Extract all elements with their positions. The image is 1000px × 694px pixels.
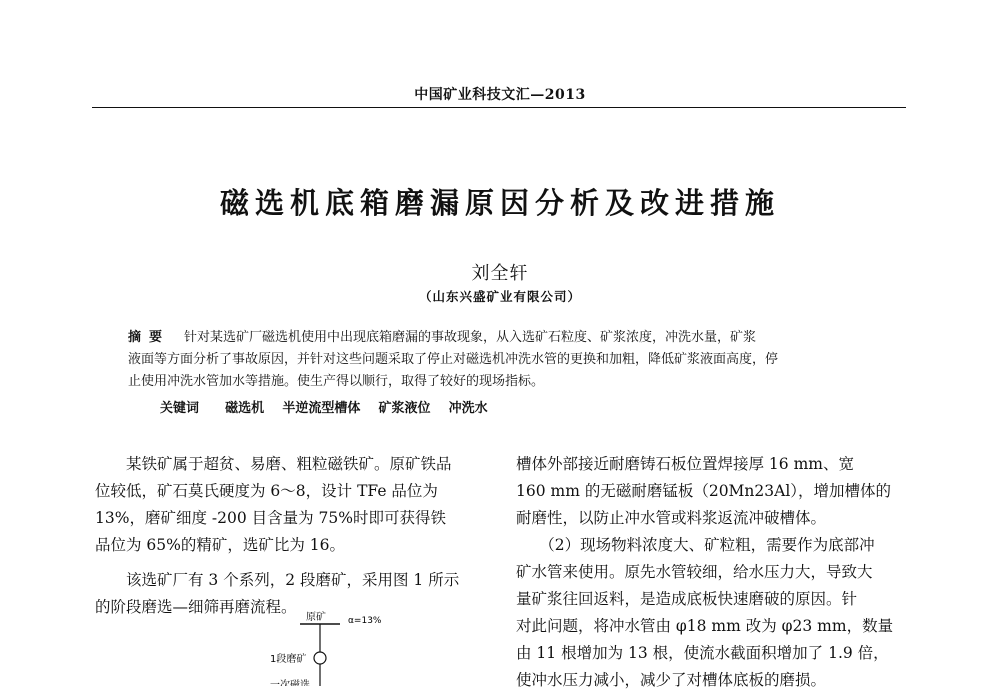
body-line: 品位为 65%的精矿，选矿比为 16。 bbox=[95, 536, 346, 554]
keyword-item: 冲洗水 bbox=[448, 401, 488, 416]
body-line: 位较低，矿石莫氏硬度为 6～8，设计 TFe 品位为 bbox=[95, 482, 438, 500]
keyword-item: 磁选机 bbox=[225, 401, 265, 416]
abstract-line-1 bbox=[128, 327, 872, 349]
body-line: 160 mm 的无磁耐磨锰板（20Mn23Al），增加槽体的 bbox=[516, 482, 892, 500]
author-name: 刘全轩 bbox=[471, 263, 529, 284]
body-right-column bbox=[516, 451, 908, 694]
body-line: 耐磨性，以防止冲水管或料浆返流冲破槽体。 bbox=[516, 509, 827, 527]
body-line: 某铁矿属于超贫、易磨、粗粒磁铁矿。原矿铁品 bbox=[95, 455, 452, 473]
keywords bbox=[160, 397, 502, 416]
flowchart-svg bbox=[240, 606, 470, 686]
body-line: 矿水管来使用。原先水管较细，给水压力大，导致大 bbox=[516, 563, 873, 581]
keyword-item: 半逆流型槽体 bbox=[282, 401, 361, 416]
mill-symbol bbox=[314, 652, 326, 664]
next-stage-label: 一次磁选 bbox=[270, 680, 310, 686]
running-head: 中国矿业科技文汇—2013 bbox=[414, 87, 586, 103]
abstract-text-1: 针对某选矿厂磁选机使用中出现底箱磨漏的事故现象，从入选矿石粒度、矿浆浓度，冲洗水量，矿浆 bbox=[184, 330, 757, 345]
body-left-column bbox=[95, 451, 490, 621]
article-title: 磁选机底箱磨漏原因分析及改进措施 bbox=[219, 186, 780, 220]
abstract-line-3: 止使用冲洗水管加水等措施。使生产得以顺行，取得了较好的现场指标。 bbox=[128, 374, 545, 389]
keyword-item: 矿浆液位 bbox=[378, 401, 431, 416]
body-line: 对此问题，将冲水管由 φ18 mm 改为 φ23 mm，数量 bbox=[516, 617, 894, 635]
abstract-line-2: 液面等方面分析了事故原因，并针对这些问题采取了停止对磁选机冲洗水管的更换和加粗，降低矿浆液面高度，停 bbox=[128, 352, 779, 367]
body-line: 使冲水压力减小，减少了对槽体底板的磨损。 bbox=[516, 671, 827, 689]
body-line: （2）现场物料浓度大、矿粒粗，需要作为底部冲 bbox=[516, 536, 875, 554]
body-line: 的阶段磨选—细筛再磨流程。 bbox=[95, 598, 297, 616]
body-line: 13%，磨矿细度 -200 目含量为 75%时即可获得铁 bbox=[95, 509, 447, 527]
body-line: 量矿浆往回返料，是造成底板快速磨破的原因。针 bbox=[516, 590, 858, 608]
feed-grade: α=13% bbox=[348, 616, 382, 626]
header-rule bbox=[92, 107, 906, 108]
body-line: 该选矿厂有 3 个系列，2 段磨矿，采用图 1 所示 bbox=[95, 571, 460, 589]
keywords-label: 关键词 bbox=[160, 401, 200, 416]
stage1-label: 1段磨矿 bbox=[270, 654, 307, 665]
flowchart-figure bbox=[240, 606, 470, 690]
body-line: 由 11 根增加为 13 根，使流水截面积增加了 1.9 倍， bbox=[516, 644, 889, 662]
author-affiliation: （山东兴盛矿业有限公司） bbox=[418, 289, 581, 304]
body-line: 槽体外部接近耐磨铸石板位置焊接厚 16 mm、宽 bbox=[516, 455, 854, 473]
feed-label: 原矿 bbox=[306, 612, 326, 623]
abstract-label: 摘要 bbox=[128, 330, 171, 345]
